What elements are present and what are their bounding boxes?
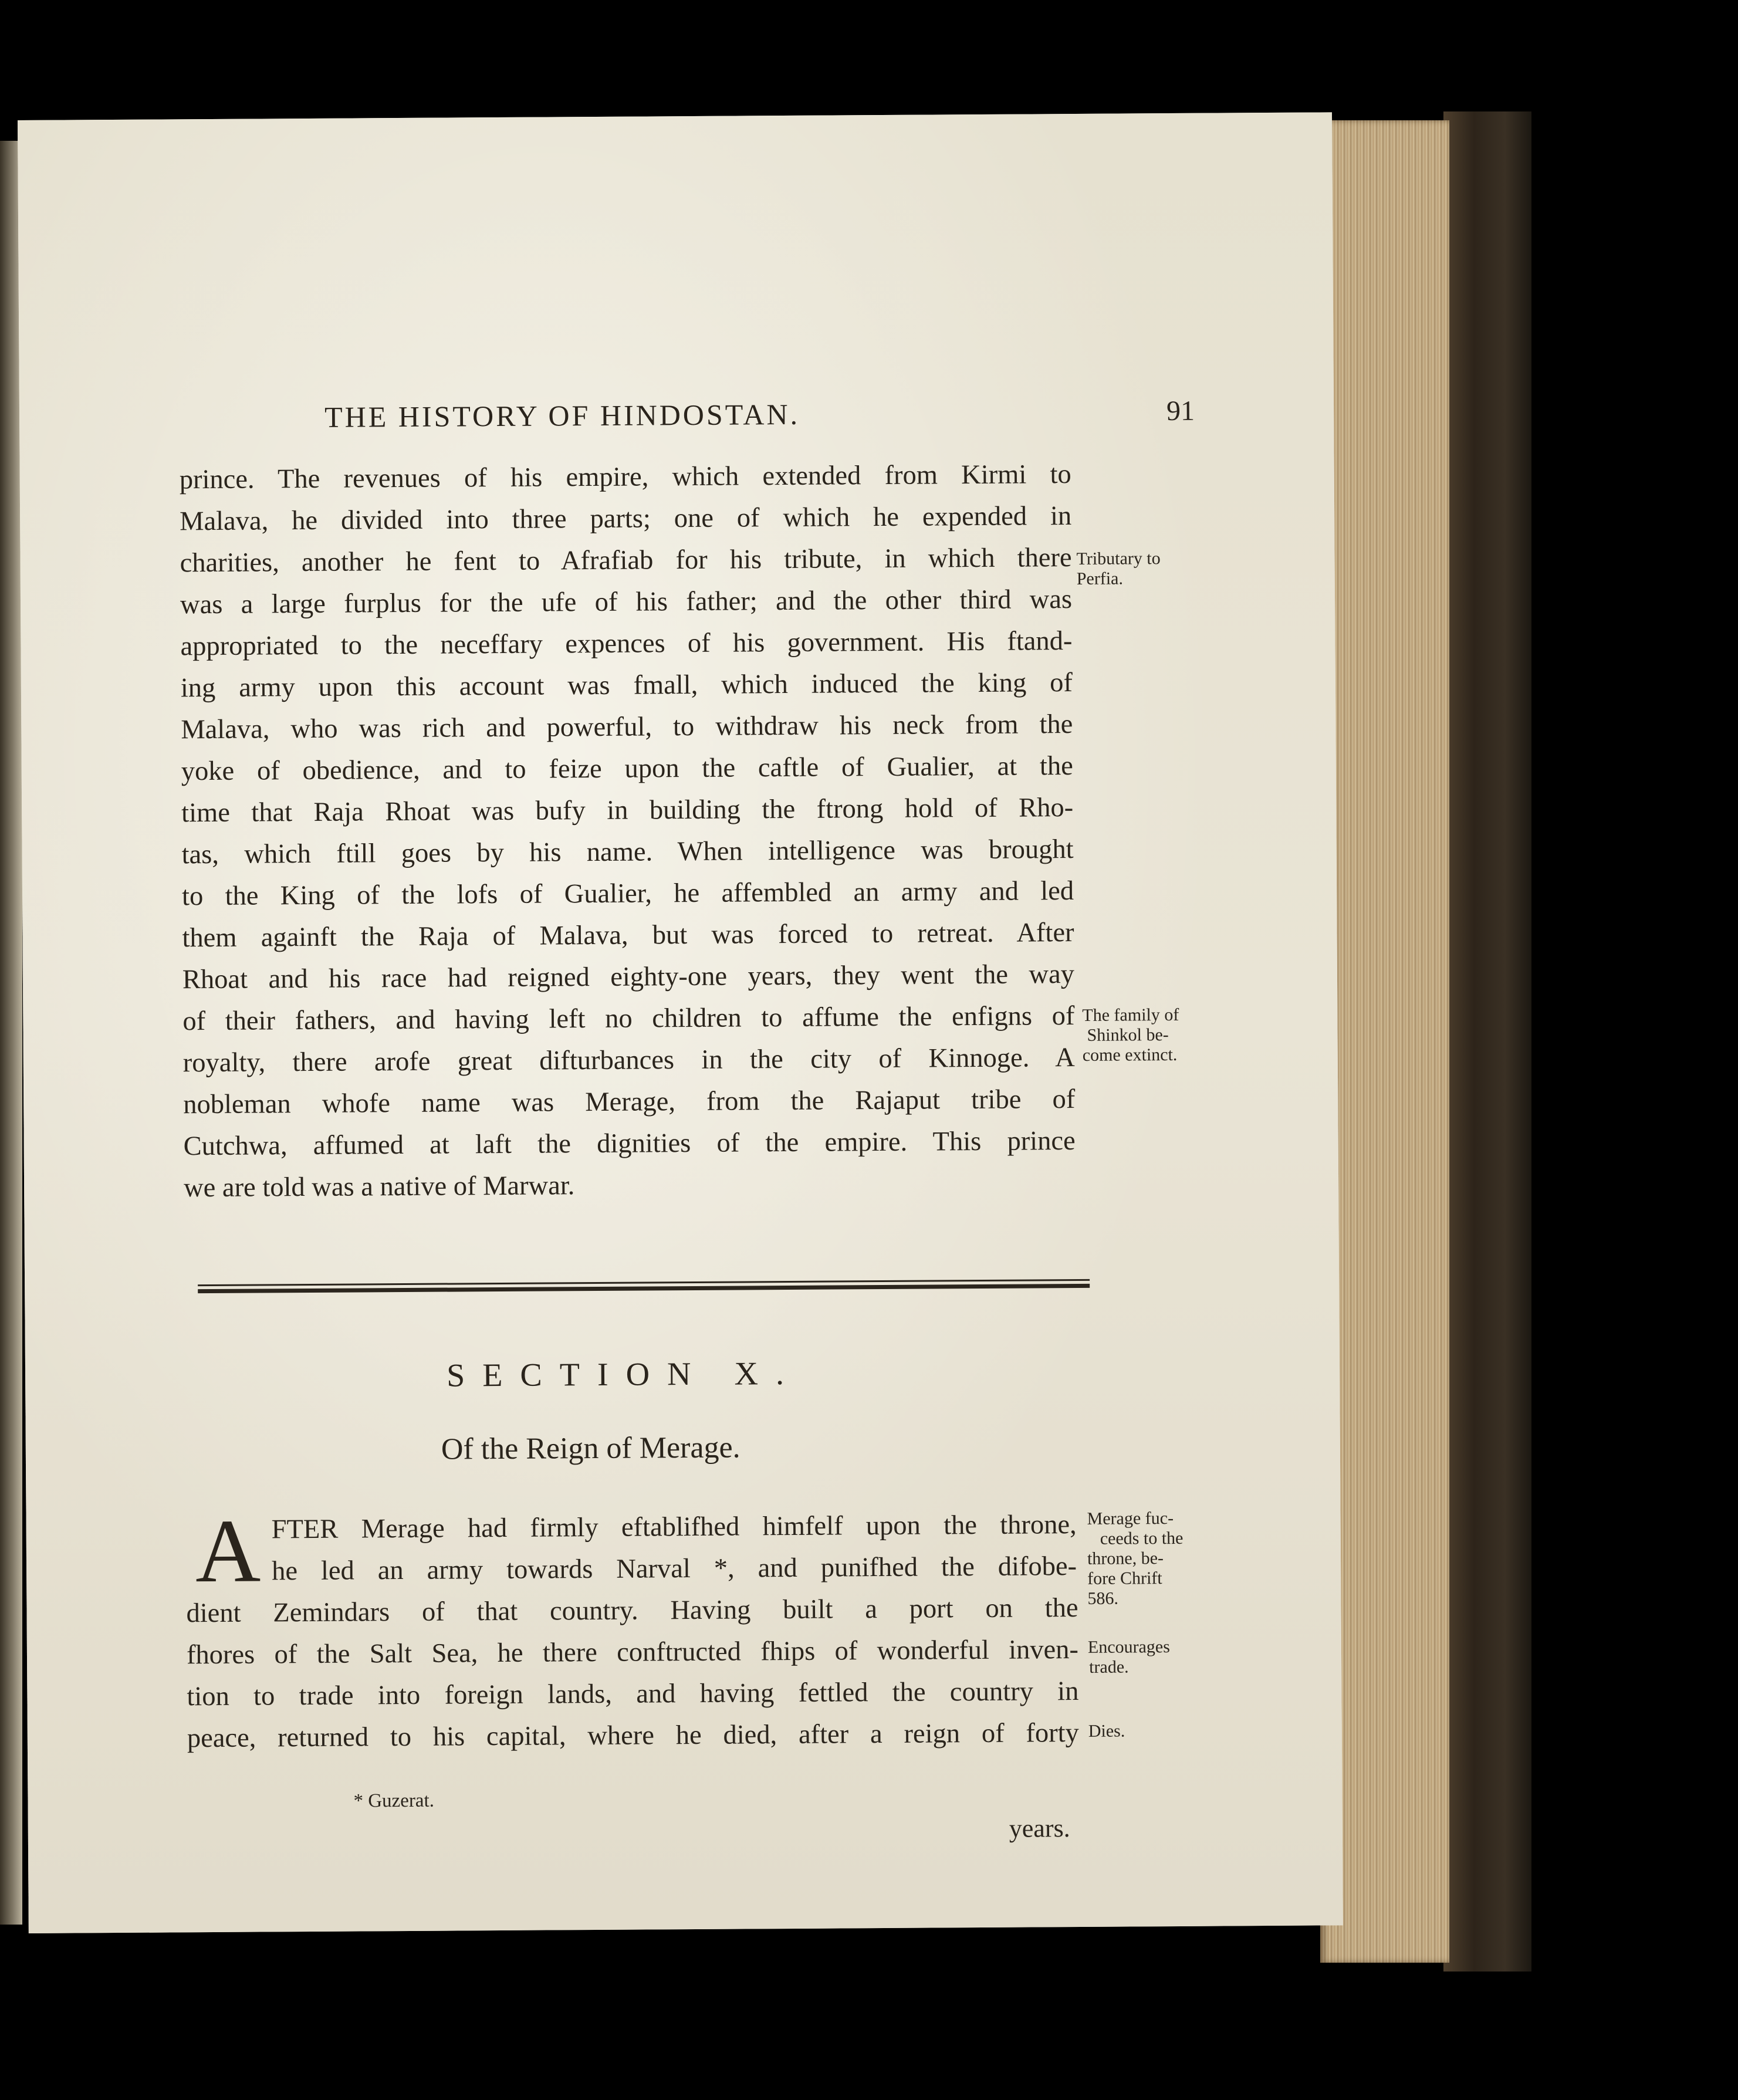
body-line: ing army upon this account was fmall, which induced the king of — [180, 668, 1073, 704]
body-line: tas, which ftill goes by his name. When intelligence was brought — [181, 834, 1074, 870]
body-line: them againft the Raja of Malava, but was forced to retreat. After — [182, 918, 1074, 953]
body-line: of their fathers, and having left no children to affume the enfigns of — [182, 1001, 1075, 1037]
body-line: Rhoat and his race had reigned eighty-one years, they went the way — [182, 959, 1075, 995]
body-line: was a large furplus for the ufe of his father; and the other third was — [180, 584, 1073, 620]
section-line: dient Zemindars of that country. Having built a port on the — [186, 1593, 1078, 1629]
body-line: nobleman whofe name was Merage, from the Rajaput tribe of — [183, 1084, 1076, 1120]
margin-note-tributary: Tributary to Perfia. — [1076, 549, 1161, 589]
section-line: he led an army towards Narval *, and punifhed the difobe- — [271, 1551, 1077, 1587]
section-subtitle: Of the Reign of Merage. — [441, 1431, 740, 1466]
section-line: fhores of the Salt Sea, he there conftructed fhips of wonderful inven- — [186, 1635, 1079, 1670]
section-line: peace, returned to his capital, where he died, after a reign of forty — [187, 1718, 1079, 1754]
body-line: charities, another he fent to Afrafiab for his tribute, in which there — [180, 543, 1072, 579]
body-line: to the King of the lofs of Gualier, he affembled an army and led — [181, 876, 1074, 912]
body-line: yoke of obedience, and to feize upon the caftle of Gualier, at the — [181, 751, 1073, 787]
margin-note-dies: Dies. — [1088, 1721, 1125, 1741]
body-line: time that Raja Rhoat was bufy in building the ftrong hold of Rho- — [181, 793, 1074, 828]
footnote: * Guzerat. — [353, 1790, 435, 1812]
book-cover — [1443, 111, 1531, 1972]
body-line: Cutchwa, affumed at laft the dignities of the empire. This prince — [183, 1126, 1076, 1162]
running-title: THE HISTORY OF HINDOSTAN. — [324, 397, 800, 434]
section-line: FTER Merage had firmly eftablifhed himfelf upon the throne, — [271, 1510, 1077, 1545]
margin-note-merage: Merage fuc- ceeds to the throne, be- fore Chrift 586. — [1087, 1509, 1184, 1608]
section-line: tion to trade into foreign lands, and having fettled the country in — [187, 1676, 1079, 1712]
body-line: appropriated to the neceffary expences of his government. His ftand- — [180, 626, 1073, 662]
body-line: royalty, there arofe great difturbances in the city of Kinnoge. A — [182, 1043, 1075, 1078]
body-line: Malava, who was rich and powerful, to withdraw his neck from the — [181, 709, 1073, 745]
margin-note-trade: Encourages trade. — [1087, 1637, 1170, 1677]
body-line: we are told was a native of Marwar. — [183, 1171, 575, 1203]
book-page — [18, 112, 1343, 1933]
section-heading: SECTION X. — [446, 1355, 802, 1394]
body-line: prince. The revenues of his empire, which extended from Kirmi to — [179, 459, 1071, 495]
catchword: years. — [1009, 1814, 1070, 1843]
drop-cap: A — [195, 1501, 261, 1602]
page-number: 91 — [1166, 395, 1195, 427]
body-line: Malava, he divided into three parts; one of which he expended in — [180, 501, 1072, 537]
margin-note-shinkol: The family of Shinkol be- come extinct. — [1082, 1005, 1179, 1065]
